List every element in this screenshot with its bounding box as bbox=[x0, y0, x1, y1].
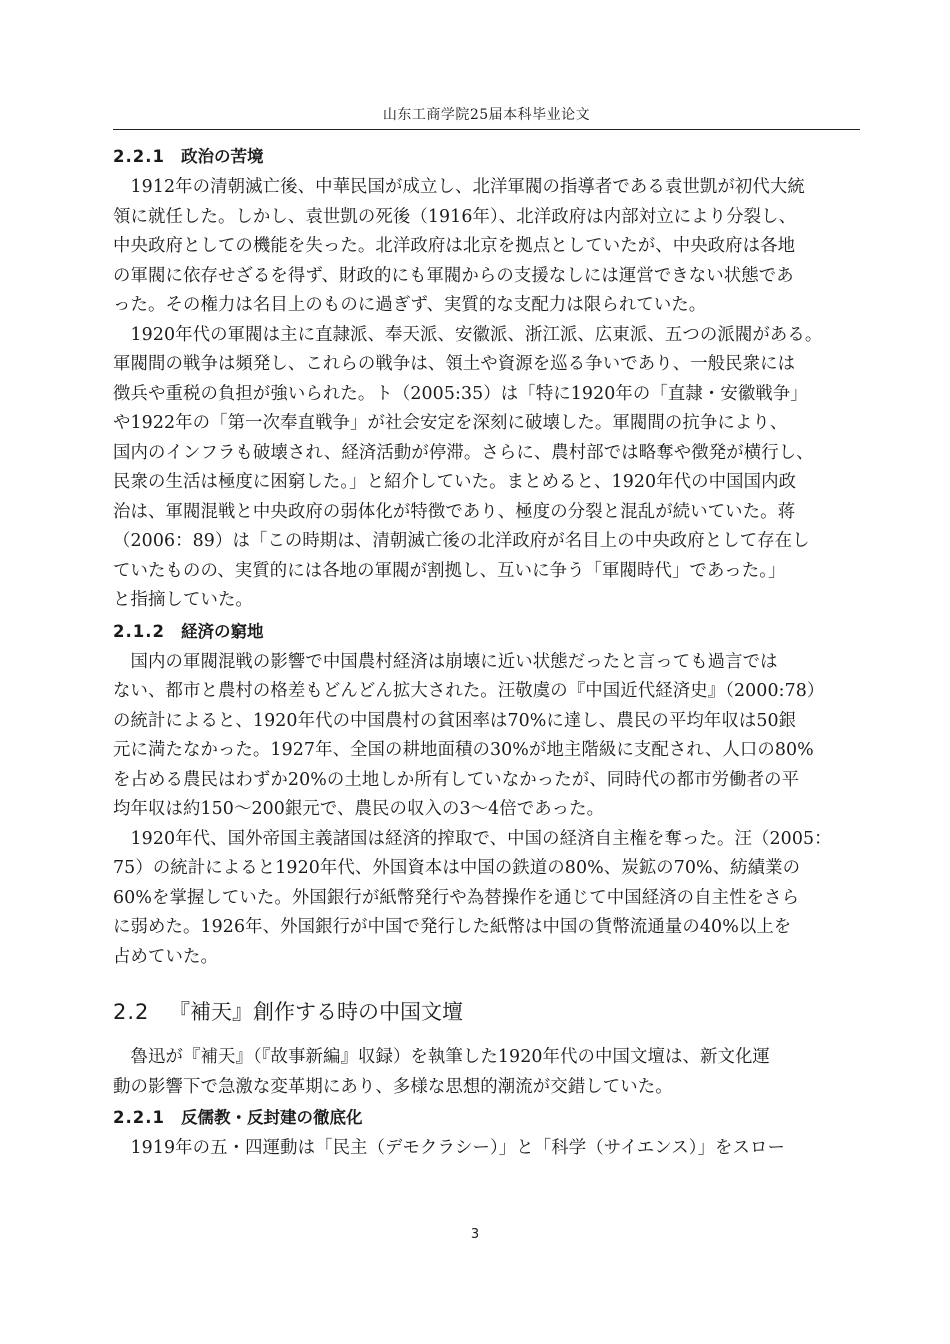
section-number: 2.2.1 bbox=[113, 147, 165, 166]
paragraph-anti-confucian-1 bbox=[113, 1134, 860, 1164]
text-line: 1920年代の軍閥は主に直隷派、奉天派、安徽派、浙江派、広東派、五つの派閥がある。 bbox=[113, 324, 823, 345]
section-title: 『補天』創作する時の中国文壇 bbox=[169, 1000, 463, 1024]
text-line: と指摘していた。 bbox=[113, 590, 253, 610]
text-line: 元に満たなかった。1927年、全国の耕地面積の30%が地主階級に支配され、人口の80% bbox=[113, 740, 814, 760]
paragraph-literary-1 bbox=[113, 1043, 860, 1102]
text-line: 国内の軍閥混戦の影響で中国農村経済は崩壊に近い状態だったと言っても過言では bbox=[113, 651, 778, 672]
paragraph-politics-2 bbox=[113, 321, 860, 616]
text-line: に弱めた。1926年、外国銀行が中国で発行した紙幣は中国の貨幣流通量の40%以上を bbox=[113, 917, 792, 937]
section-title: 反儒教・反封建の徹底化 bbox=[181, 1108, 363, 1127]
text-line: 動の影響下で急激な変革期にあり、多様な思想的潮流が交錯していた。 bbox=[113, 1076, 673, 1097]
section-heading-economy bbox=[113, 616, 860, 648]
text-line: った。その権力は名目上のものに過ぎず、実質的な支配力は限られていた。 bbox=[113, 295, 707, 315]
text-line: 治は、軍閥混戦と中央政府の弱体化が特徴であり、極度の分裂と混乱が続いていた。蒋 bbox=[113, 501, 796, 522]
text-line: 1920年代、国外帝国主義諸国は経済的搾取で、中国の経済自主権を奪った。汪（2005： bbox=[113, 828, 832, 849]
section-heading-politics bbox=[113, 141, 860, 173]
paragraph-politics-1 bbox=[113, 173, 860, 321]
document-body bbox=[113, 141, 860, 1164]
text-line: 中央政府としての機能を失った。北洋政府は北京を拠点としていたが、中央政府は各地 bbox=[113, 236, 796, 256]
text-line: ない、都市と農村の格差もどんどん拡大された。汪敬虞の『中国近代経済史』（2000:78） bbox=[113, 681, 825, 701]
text-line: の統計によると、1920年代の中国農村の貧困率は70%に達し、農民の平均年収は50銀 bbox=[113, 710, 797, 731]
section-number: 2.2.1 bbox=[113, 1108, 165, 1127]
section-title: 経済の窮地 bbox=[181, 621, 264, 641]
section-number: 2.2 bbox=[113, 1000, 150, 1024]
text-line: 軍閥間の戦争は頻発し、これらの戦争は、領土や資源を巡る争いであり、一般民衆には bbox=[113, 354, 796, 374]
text-line: 国内のインフラも破壊され、経済活動が停滞。さらに、農村部では略奪や徴発が横行し、 bbox=[113, 442, 814, 463]
section-number: 2.1.2 bbox=[113, 621, 165, 641]
text-line: 1919年の五・四運動は「民主（デモクラシー）」と「科学（サイエンス）」をスロー bbox=[113, 1138, 785, 1158]
page-number: 3 bbox=[470, 1227, 480, 1242]
text-line: 徴兵や重税の負担が強いられた。ト（2005:35）は「特に1920年の「直隷・安徽戦争」 bbox=[113, 383, 808, 404]
text-line: の軍閥に依存せざるを得ず、財政的にも軍閥からの支援なしには運営できない状態であ bbox=[113, 265, 794, 286]
section-title: 政治の苦境 bbox=[181, 147, 264, 166]
text-line: 60%を掌握していた。外国銀行が紙幣発行や為替操作を通じて中国経済の自主性をさら bbox=[113, 887, 800, 908]
section-heading-literary-scene bbox=[113, 981, 860, 1043]
section-heading-anti-confucian bbox=[113, 1102, 860, 1134]
header-rule bbox=[113, 129, 860, 130]
text-line: 75）の統計によると1920年代、外国資本は中国の鉄道の80%、炭鉱の70%、紡績業の bbox=[113, 858, 801, 878]
text-line: 民衆の生活は極度に困窮した。」と紹介していた。まとめると、1920年代の中国国内政 bbox=[113, 472, 797, 492]
text-line: 均年収は約150～200銀元で、農民の収入の3～4倍であった。 bbox=[113, 799, 605, 819]
text-line: 1912年の清朝滅亡後、中華民国が成立し、北洋軍閥の指導者である袁世凱が初代大統 bbox=[113, 177, 805, 197]
text-line: 占めていた。 bbox=[113, 946, 218, 967]
running-header: 山东工商学院25届本科毕业论文 bbox=[382, 107, 591, 123]
text-line: （2006：89）は「この時期は、清朝滅亡後の北洋政府が名目上の中央政府として存在し bbox=[113, 531, 810, 551]
text-line: を占める農民はわずか20%の土地しか所有していなかったが、同時代の都市労働者の平 bbox=[113, 769, 800, 790]
text-line: 領に就任した。しかし、袁世凱の死後（1916年）、北洋政府は内部対立により分裂し、 bbox=[113, 206, 797, 227]
paragraph-economy-1 bbox=[113, 648, 860, 825]
text-line: 魯迅が『補天』（『故事新編』収録）を執筆した1920年代の中国文壇は、新文化運 bbox=[113, 1047, 770, 1067]
text-line: ていたものの、実質的には各地の軍閥が割拠し、互いに争う「軍閥時代」であった。」 bbox=[113, 560, 786, 581]
text-line: や1922年の「第一次奉直戦争」が社会安定を深刻に破壊した。軍閥間の抗争により、 bbox=[113, 413, 788, 433]
paragraph-economy-2 bbox=[113, 825, 860, 973]
